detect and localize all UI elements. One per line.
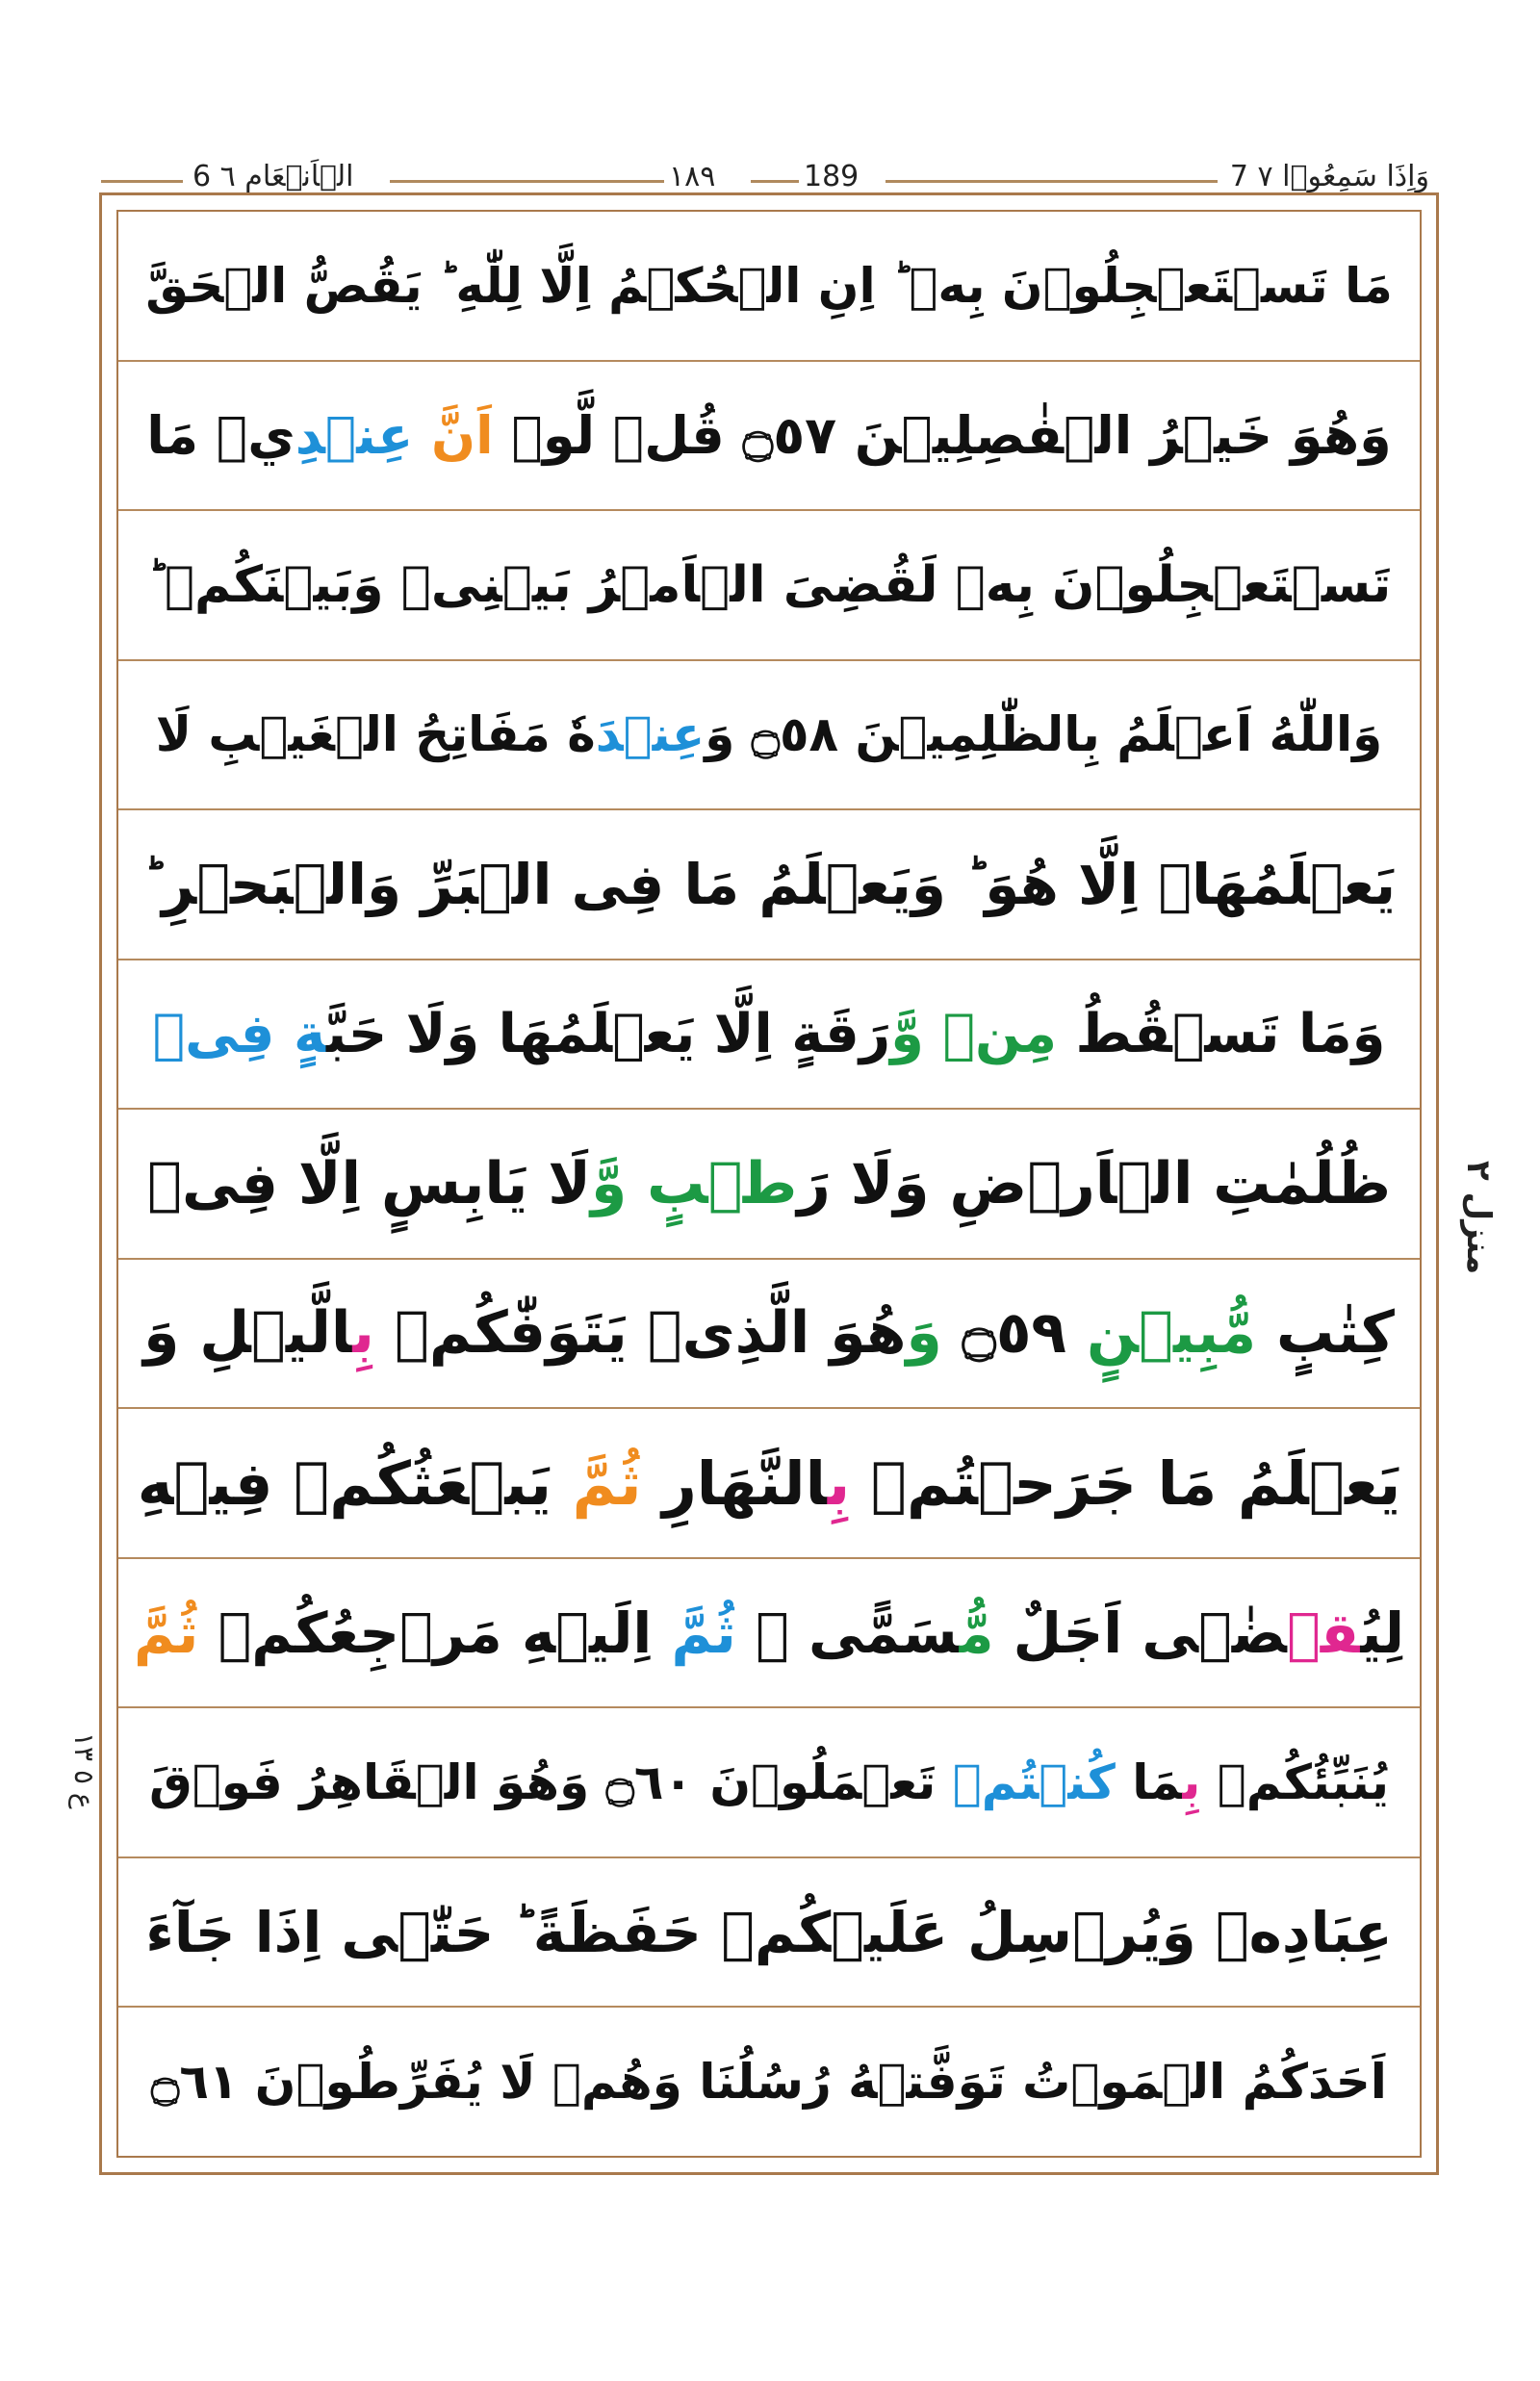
verse-text [151, 2054, 1387, 2110]
header-surah-title: 6 الۡاَنۡعَام ٦ [192, 160, 354, 193]
highlighted-word: ثُمَّ [572, 1447, 642, 1519]
highlighted-word: مُّبِيۡنٍ [1086, 1299, 1257, 1368]
verse-text [138, 1448, 1401, 1519]
verse-segment: تَسۡتَعۡجِلُوۡنَ بِهٖ لَقُضِىَ الۡاَمۡرُ بَيۡنِىۡ وَبَيۡنَكُمۡ ؕ [146, 555, 1392, 614]
verse-segment: سَمًّى ۚ [735, 1600, 960, 1666]
highlighted-word: طۡبٍ وَّ [590, 1149, 798, 1217]
verse-text [156, 706, 1383, 762]
verse-segment: يَبۡعَثُكُمۡ فِيۡهِ [137, 1447, 573, 1519]
verse-line [118, 959, 1420, 1109]
verse-segment: يَعۡلَمُهَاۤ اِلَّا هُوَ ؕ وَيَعۡلَمُ مَا فِى الۡبَرِّ وَالۡبَحۡرِ ؕ [141, 851, 1397, 917]
header-rule [751, 180, 799, 183]
header-page-number: 189 [804, 160, 860, 193]
verse-segment: عِبَادِهٖ وَيُرۡسِلُ عَلَيۡكُمۡ حَفَظَةً ؕ حَتّٰۤى اِذَا جَآءَ [145, 1899, 1393, 1965]
header-page-number-arabic: ١٨٩ [669, 160, 716, 193]
ruku-marker: ع ٥ ١٣ [68, 1732, 100, 1809]
verse-segment: وَاللّٰهُ اَعۡلَمُ بِالظّٰلِمِيۡنَ ۝٥٨ وَ [705, 706, 1383, 763]
highlighted-word: ةٍ [293, 1002, 326, 1065]
verse-line [118, 2006, 1420, 2156]
verse-segment: تَعۡمَلُوۡنَ ۝٦٠ وَهُوَ الۡقَاهِرُ فَوۡقَ [149, 1754, 953, 1811]
verse-line [118, 1557, 1420, 1707]
highlighted-word: مُّ [959, 1600, 994, 1666]
verse-segment: ظُلُمٰتِ الۡاَرۡضِ وَلَا رَ [797, 1149, 1392, 1217]
verse-segment [413, 405, 431, 466]
verse-segment: هُوَ الَّذِىۡ يَتَوَفّٰكُمۡ [373, 1299, 907, 1368]
verse-segment: الَّيۡلِ وَ [143, 1299, 353, 1368]
verse-line [118, 1258, 1420, 1408]
verse-lines [118, 212, 1420, 2156]
verse-segment: وَهُوَ خَيۡرُ الۡفٰصِلِيۡنَ ۝٥٧ قُلۡ لَّوۡ [493, 404, 1392, 466]
highlighted-word: بِ [352, 1299, 374, 1368]
highlighted-word: عِنۡدَ [595, 706, 706, 763]
highlighted-word: كُنۡتُمۡ [952, 1754, 1116, 1811]
verse-text [146, 405, 1391, 466]
verse-segment: وَمَا تَسۡقُطُ [1057, 1002, 1386, 1065]
highlighted-word: ثُمَّ [134, 1600, 199, 1666]
header-rule [390, 180, 664, 183]
highlighted-word: قۡ [1286, 1600, 1361, 1666]
verse-segment: رَقَةٍ اِلَّا يَعۡلَمُهَا وَلَا حَبَّ [325, 1002, 891, 1065]
highlighted-word: ثُمَّ [671, 1600, 736, 1666]
header-juz-title: 7 وَاِذَا سَمِعُوۡا ٧ [1229, 160, 1429, 193]
verse-segment: لِيُ [1360, 1600, 1404, 1666]
verse-text [149, 1754, 1389, 1810]
verse-segment: مَا تَسۡتَعۡجِلُوۡنَ بِهٖ ؕ اِنِ الۡحُكۡمُ اِلَّا لِلّٰهِ ؕ يَقُصُّ الۡحَقَّ [145, 257, 1393, 314]
verse-segment: يُنَبِّئُكُمۡ [1200, 1754, 1389, 1811]
verse-segment: هٗ مَفَاتِحُ الۡغَيۡبِ لَا [155, 706, 596, 763]
verse-line [118, 1706, 1420, 1856]
verse-segment: لَا يَابِسٍ اِلَّا فِىۡ [146, 1149, 591, 1217]
verse-line [118, 1407, 1420, 1557]
page-frame [99, 192, 1439, 2175]
header-rule [886, 180, 1218, 183]
verse-line [118, 212, 1420, 360]
verse-line [118, 659, 1420, 809]
verse-line [118, 360, 1420, 510]
verse-segment: كِتٰبٍ [1256, 1299, 1395, 1368]
verse-line [118, 1856, 1420, 2007]
highlighted-word: بِ [827, 1447, 851, 1519]
verse-segment: مَا [1115, 1754, 1183, 1811]
verse-text [143, 1299, 1395, 1367]
highlighted-word: عِنۡدِ [295, 404, 414, 466]
highlighted-word: وَ [906, 1299, 942, 1368]
verse-segment: يۡ مَا [146, 404, 295, 466]
verse-segment: ضٰۤى اَجَلٌ [993, 1600, 1287, 1666]
highlighted-word: اَنَّ [431, 404, 494, 466]
verse-line [118, 1108, 1420, 1258]
verse-text [134, 1600, 1404, 1666]
manzil-marker: منزل ٢ [1459, 1160, 1498, 1275]
verse-segment: النَّهَارِ [641, 1447, 828, 1519]
verse-segment: اِلَيۡهِ مَرۡجِعُكُمۡ [198, 1600, 672, 1666]
verse-segment: اَحَدَكُمُ الۡمَوۡتُ تَوَفَّتۡهُ رُسُلُنَا وَهُمۡ لَا يُفَرِّطُوۡنَ ۝٦١ [151, 2054, 1387, 2111]
verse-text [153, 1003, 1386, 1065]
highlighted-word: فِىۡ [152, 1002, 275, 1065]
verse-text [142, 852, 1396, 917]
highlighted-word: بِ [1182, 1754, 1201, 1811]
verse-segment [274, 1003, 294, 1065]
verse-segment: يَعۡلَمُ مَا جَرَحۡتُمۡ [850, 1447, 1401, 1519]
header-rule [101, 180, 183, 183]
verse-line [118, 509, 1420, 659]
verse-line [118, 808, 1420, 959]
verse-text [147, 1150, 1391, 1217]
highlighted-word: مِنۡ وَّ [890, 1002, 1058, 1065]
verse-text [147, 556, 1392, 614]
verse-text [145, 1900, 1392, 1965]
verse-text [145, 258, 1393, 314]
verse-segment: ۝٥٩ [941, 1299, 1087, 1368]
text-panel [116, 210, 1422, 2158]
